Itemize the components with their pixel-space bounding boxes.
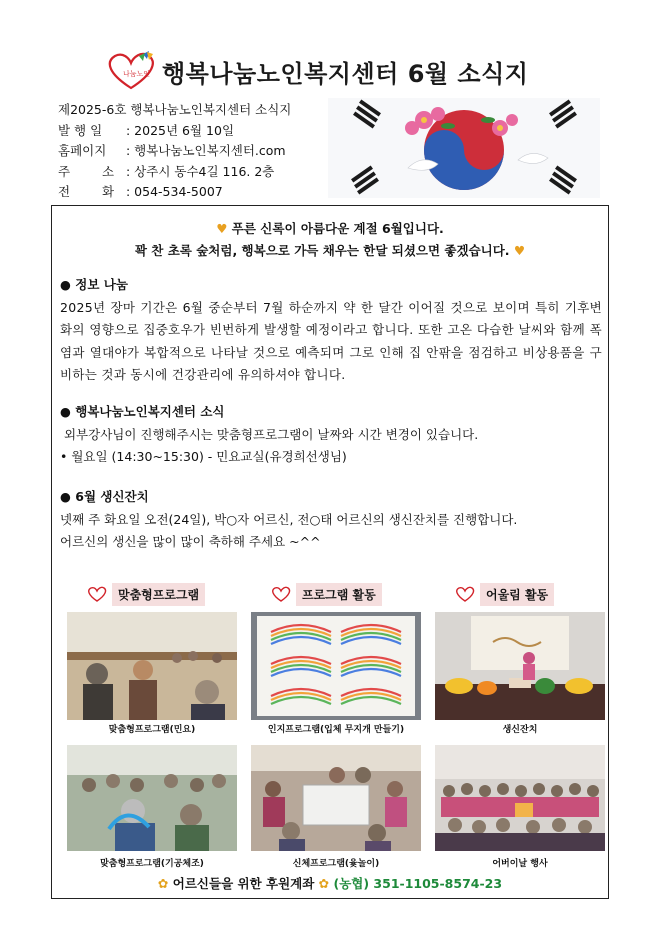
photo-caption: 생신잔치 — [502, 725, 538, 735]
section-text: 외부강사님이 진행해주시는 맞춤형프로그램이 날짜와 시간 변경이 있습니다. — [60, 426, 479, 442]
center-logo-icon — [103, 50, 159, 92]
photo-birthday-party — [435, 612, 605, 720]
greeting-line-1: 푸른 신록이 아름다운 계절 6월입니다. — [231, 221, 444, 236]
donation-label: 어르신들을 위한 후원계좌 — [172, 876, 315, 891]
flower-icon: ✿ — [318, 876, 330, 891]
photo-caption: 맞춤형프로그램(기공체조) — [100, 859, 204, 869]
category-custom-program: 맞춤형프로그램 — [86, 582, 205, 606]
category-program-activities: 프로그램 활동 — [270, 582, 382, 606]
photo-caption: 신체프로그램(윷놀이) — [292, 859, 380, 869]
category-community-activities: 어울림 활동 — [454, 582, 554, 606]
section-text: 2025년 장마 기간은 6월 중순부터 7월 하순까지 약 한 달간 이어질 것으로 보이며 특히 기후변화의 영향으로 집중호우가 빈번하게 발생할 예정이라고 합니다. 또한 고온 다습한 날씨와 함께 폭염과 열대야가 복합적으로 나타날 것으로 예측되며 그로 인해 집 안팎을 점검하고 비상용품을 구비하는 것과 동시에 건강관리에 유의하셔야 합니다. — [60, 299, 602, 382]
photo-parents-day-event — [435, 744, 605, 852]
heart-logo-icon — [86, 586, 108, 602]
address-row: 주 소 : 상주시 동수4길 116. 2층 — [58, 163, 275, 179]
photo-caption: 맞춤형프로그램(민요) — [108, 725, 196, 735]
photo-qigong-exercise — [67, 744, 237, 852]
photo-folk-song-class — [67, 612, 237, 720]
issue-date-row: 발 행 일 : 2025년 6월 10일 — [58, 122, 235, 138]
homepage-row: 홈페이지 : 행복나눔노인복지센터.com — [58, 143, 286, 158]
photo-caption: 인지프로그램(입체 무지개 만들기) — [267, 725, 405, 735]
heart-logo-icon — [270, 586, 292, 602]
photo-rainbow-craft — [251, 612, 421, 720]
flower-icon: ✿ — [157, 876, 169, 891]
logo-text: 나눔노인 — [123, 70, 151, 78]
newsletter-body — [51, 205, 609, 899]
section-center-news — [60, 401, 602, 469]
issue-number-row: 제2025-6호 행복나눔노인복지센터 소식지 — [58, 102, 292, 117]
section-text: 어르신의 생신을 많이 많이 축하해 주세요 ~^^ — [60, 534, 321, 549]
taegukgi-illustration — [328, 98, 600, 198]
section-birthday — [60, 486, 602, 554]
newsletter-title: 행복나눔노인복지센터 6월 소식지 — [162, 60, 529, 88]
account-number: (농협) 351-1105-8574-23 — [333, 876, 503, 891]
heart-logo-icon — [454, 586, 476, 602]
section-heading: ● 6월 생신잔치 — [60, 489, 149, 504]
heart-icon: ♥ — [513, 243, 526, 258]
donation-account — [52, 874, 608, 892]
section-heading: ● 행복나눔노인복지센터 소식 — [60, 404, 225, 419]
publication-info — [58, 100, 291, 203]
greeting — [52, 218, 608, 262]
section-heading: ● 정보 나눔 — [60, 277, 128, 292]
newsletter-header — [0, 0, 660, 205]
phone-row: 전 화 : 054-534-5007 — [58, 184, 223, 199]
section-info-sharing — [60, 274, 602, 387]
photo-yutnori-game — [251, 744, 421, 852]
schedule-item: • 월요일 (14:30~15:30) - 민요교실(유경희선생님) — [60, 449, 347, 464]
section-text: 넷째 주 화요일 오전(24일), 박○자 어르신, 전○태 어르신의 생신잔치를 진행합니다. — [60, 511, 518, 527]
greeting-line-2: 꽉 찬 초록 숲처럼, 행복으로 가득 채우는 한달 되셨으면 좋겠습니다. — [134, 243, 510, 258]
photo-caption: 어버이날 행사 — [492, 859, 548, 869]
heart-icon: ♥ — [216, 221, 228, 236]
